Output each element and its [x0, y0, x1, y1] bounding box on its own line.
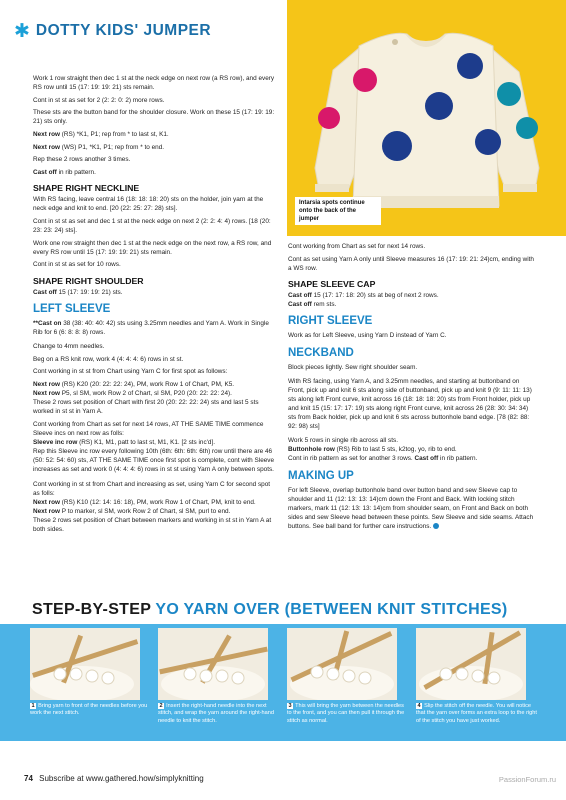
step-text-4: 4 Slip the stitch off the needle. You will notice that the yarn over forms an extra loop to the right of the stitch you have just worked.: [416, 703, 537, 724]
step-by-step-section: [0, 596, 566, 741]
neckband-para-4: Cont in rib pattern as set for another 3 rows. Cast off in rib pattern.: [288, 455, 478, 463]
neckband-para-1: Block pieces lightly. Sew right shoulder seam.: [288, 363, 418, 371]
neckline-heading: SHAPE RIGHT NECKLINE: [33, 182, 140, 193]
sleeve-para-5: These 2 rows set position of Chart with first 20 (20: 22: 22: 24) sts and last 5 sts worked in st st in Yarn A.: [33, 399, 259, 416]
neckband-para-3: Work 5 rows in single rib across all sts.: [288, 437, 398, 445]
sleeve-para-4: Cont working in st st from Chart using Yarn C for first spot as follows:: [33, 368, 228, 376]
photo-caption: Intarsia spots continue onto the back of the jumper: [295, 197, 381, 225]
intro-row-1: Next row (RS) *K1, P1; rep from * to last st, K1.: [33, 130, 169, 138]
sleeve-para-3: Beg on a RS knit row, work 4 (4: 4: 4: 6) rows in st st.: [33, 355, 184, 363]
neckline-para-1: With RS facing, leave central 16 (18: 18: 18: 20) sts on the holder, join yarn at the neck edge and knit to end. [20 (22: 25: 27: 28) sts].: [33, 196, 264, 213]
jumper-photo: [287, 0, 566, 236]
step-text-2: 2 Insert the right-hand needle into the next stitch, and wrap the yarn around the right-hand needle to knit the stitch.: [158, 703, 274, 724]
neckband-para-2: With RS facing, using Yarn A, and 3.25mm needles, and starting at buttonband on Front, pick up and knit 6 sts along side of buttonband, pick up and knit 9 (9: 11: 11: 13) sts along left Front curve, knit across 16 (18: 18: 18: 20) sts from Front holder, pick up and knit 15 (15: 17: 17: 19) sts along right Front curve, knit across 26 (28: 30: 34: 34) sts from Back holder, pick up and knit 6 sts across buttonhole band edge. [78 (82: 88: 92: 98) sts]: [288, 377, 532, 431]
neckline-para-3: Work one row straight then dec 1 st at the neck edge on the next row, a RS row, and every RS row until 15 (17: 19: 19: 21) sts remain.: [33, 239, 272, 256]
sleeve-row-2: Next row P5, sl SM, work Row 2 of Chart, sl SM, P20 (20: 22: 22: 24).: [33, 390, 232, 398]
end-mark-icon: [433, 523, 439, 529]
cap-cast-off-2: Cast off rem sts.: [288, 301, 337, 309]
step-text-3: 3 This will bring the yarn between the needles to the front, and you can then pull it through the stitch as normal.: [287, 703, 405, 724]
sleeve-inc-row: Sleeve inc row (RS) K1, M1, patt to last st, M1, K1. [2 sts inc'd].: [33, 439, 216, 447]
making-up-text: For left Sleeve, overlap buttonhole band over button band and sew Sleeve cap to shoulder and 11 (12: 13: 13: 14)cm down the Front and Back. With locking stitch markers, mark 11 (12: 13: 13: 14)cm from shoulder seam, on Front and Back on both sides and sew Sleeve head between these points. Sew Sleeve and side seams. Attach buttons. See ball band for further care instructions.: [288, 486, 534, 530]
page-header: [14, 20, 211, 42]
sleeve-row-1: Next row (RS) K20 (20: 22: 22: 24), PM, work Row 1 of Chart, PM, K5.: [33, 381, 235, 389]
shoulder-cast-off: Cast off 15 (17: 19: 19: 21) sts.: [33, 289, 123, 296]
sleeve-para-2: Change to 4mm needles.: [33, 343, 105, 351]
left-sleeve-heading: LEFT SLEEVE: [33, 303, 111, 316]
right-para-2: Cont as set using Yarn A only until Sleeve measures 16 (17: 19: 21: 24)cm, ending with a WS row.: [288, 255, 534, 272]
asterisk-icon: ✱: [14, 20, 30, 42]
intro-para-3: These sts are the button band for the shoulder closure. Work on these 15 (17: 19: 19: 21) sts only.: [33, 109, 275, 126]
step-text-1: 1 Bring yarn to front of the needles before you work the next stitch.: [30, 703, 148, 717]
right-para-1: Cont working from Chart as set for next 14 rows.: [288, 243, 426, 250]
step-photo-2: [158, 628, 268, 700]
shoulder-heading: SHAPE RIGHT SHOULDER: [33, 275, 144, 286]
sleeve-para-7: Rep this Sleeve inc row every following 10th (6th: 6th: 6th: 6th) row until there are 46 (50: 52: 54: 60) sts, AT THE SAME TIME once first spot is complete, cont with Sleeve increases as set and work 0 (4: 4: 4: 6) rows in st st using Yarn A only between spots.: [33, 448, 275, 474]
sleeve-row-3: Next row (RS) K10 (12: 14: 16: 18), PM, work Row 1 of Chart, PM, knit to end.: [33, 498, 256, 506]
sleeve-para-8: Cont working in st st from Chart and increasing as set, using Yarn C for second spot as folls:: [33, 480, 271, 497]
intro-rep: Rep these 2 rows another 3 times.: [33, 156, 131, 164]
right-sleeve-text: Work as for Left Sleeve, using Yarn D instead of Yarn C.: [288, 332, 447, 340]
right-sleeve-heading: RIGHT SLEEVE: [288, 315, 373, 328]
subscribe-link[interactable]: Subscribe at www.gathered.how/simplyknitting: [39, 774, 204, 783]
neckband-heading: NECKBAND: [288, 346, 354, 359]
step-photo-1: [30, 628, 140, 700]
making-up-heading: MAKING UP: [288, 469, 354, 482]
sleeve-cast-on: **Cast on 38 (38: 40: 40: 42) sts using 3.25mm needles and Yarn A. Work in Single Rib for 6 (6: 8: 8: 8) rows.: [33, 320, 269, 337]
intro-cast-off: Cast off in rib pattern.: [33, 168, 96, 176]
sleeve-row-4: Next row P to marker, sl SM, work Row 2 of Chart, sl SM, purl to end.: [33, 507, 231, 515]
page-footer: [24, 774, 204, 783]
buttonhole-row: Buttonhole row (RS) Rib to last 5 sts, k2tog, yo, rib to end.: [288, 446, 457, 454]
watermark: PassionForum.ru: [498, 775, 556, 784]
right-column: [288, 242, 534, 534]
step-photo-4: [416, 628, 526, 700]
intro-para-2: Cont in st st as set for 2 (2: 2: 0: 2) more rows.: [33, 96, 165, 104]
intro-para-1: Work 1 row straight then dec 1 st at the neck edge on next row (a RS row), and every RS row until 15 (17: 19: 19: 21) sts remain.: [33, 75, 275, 92]
neckline-para-4: Cont in st st as set for 10 rows.: [33, 261, 121, 269]
sleeve-cap-heading: SHAPE SLEEVE CAP: [288, 278, 376, 289]
step-photo-3: [287, 628, 397, 700]
page-number: 74: [24, 774, 33, 783]
sleeve-para-9: These 2 rows set position of Chart between markers and working in st st in Yarn A at both sides.: [33, 516, 272, 533]
cap-cast-off-1: Cast off 15 (17: 17: 18: 20) sts at beg of next 2 rows.: [288, 292, 439, 300]
left-column: [33, 74, 277, 538]
page-title: DOTTY KIDS' JUMPER: [35, 22, 212, 39]
step-title: STEP-BY-STEP YO YARN OVER (BETWEEN KNIT STITCHES): [32, 601, 508, 618]
intro-row-2: Next row (WS) P1, *K1, P1; rep from * to end.: [33, 143, 165, 151]
sleeve-para-6: Cont working from Chart as set for next 14 rows, AT THE SAME TIME commence Sleeve incs on next row as folls:: [33, 420, 264, 438]
neckline-para-2: Cont in st st as set and dec 1 st at the neck edge on next 2 (2: 2: 4: 4) rows. [18 (20: 23: 23: 24) sts].: [33, 218, 271, 235]
